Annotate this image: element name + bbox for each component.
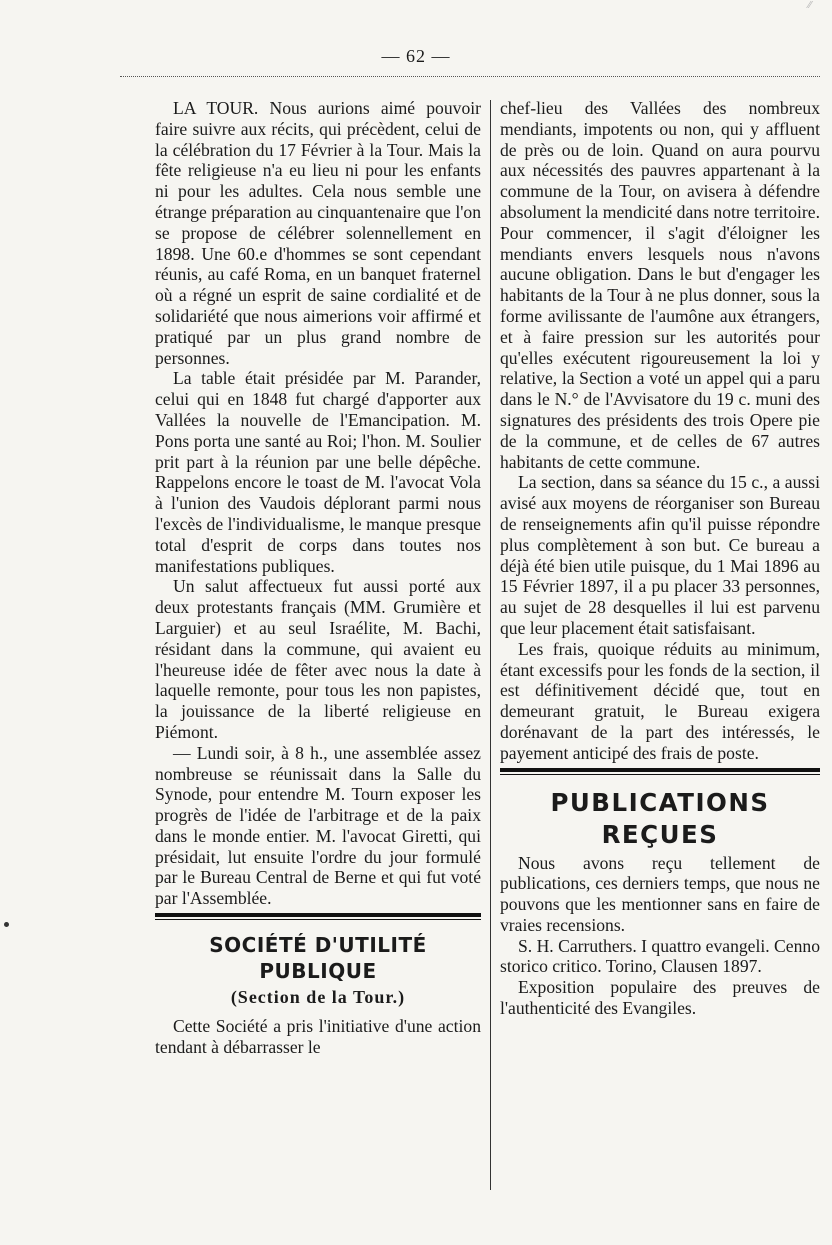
header-rule [120, 76, 820, 77]
article-paragraph: chef-lieu des Vallées des nombreux mendiants, impotents ou non, qui y affluent de près ou de loin. Quand on aura pourvu aux nécessités des pauvres appartenant à la commune de la Tour, on avisera à défendre absolument la mendicité dans notre territoire. Pour commencer, il s'agit d'éloigner les mendiants envers lesquels nous n'avons aucune obligation. Dans le but d'engager les habitants de la Tour à ne plus donner, sous la forme avilissante de l'aumône aux étrangers, et à faire pression sur les autorités pour qu'elles exécutent rigoureusement la loi y relative, la Section a voté un appel qui a paru dans le N.° de l'Avvisatore du 19 c. muni des signatures des présidents des trois Opere pie de la commune, et de celles de 67 autres habitants de cette commune. [500, 98, 820, 472]
left-column [155, 98, 481, 1058]
section-paragraph: Cette Société a pris l'initiative d'une action tendant à débarrasser le [155, 1016, 481, 1057]
article-paragraph: La section, dans sa séance du 15 c., a aussi avisé aux moyens de réorganiser son Bureau de renseignements afin qu'il puisse répondre plus complètement à son but. Ce bureau a déjà été bien utile puisque, du 1 Mai 1896 au 15 Février 1897, il a pu placer 33 personnes, au sujet de 28 desquelles il lui est parvenu que leur placement était satisfaisant. [500, 472, 820, 638]
section-rule-thin [500, 774, 820, 775]
article-paragraph: Un salut affectueux fut aussi porté aux deux protestants français (MM. Grumière et Larguier) et au seul Israélite, M. Bachi, résidant dans la commune, qui avaient eu l'heureuse idée de fêter avec nous la date à laquelle remonte, pour tous les non papistes, la jouissance de la liberté religieuse en Piémont. [155, 576, 481, 742]
publications-title: PUBLICATIONS REÇUES [550, 787, 770, 849]
publication-entry: S. H. Carruthers. I quattro evangeli. Cenno storico critico. Torino, Clausen 1897. [500, 935, 820, 977]
article-paragraph: LA TOUR. Nous aurions aimé pouvoir faire suivre aux récits, qui précèdent, celui de la célébration du 17 Février à la Tour. Mais la fête religieuse n'a eu lieu ni pour les enfants ni pour les adultes. Cela nous semble une étrange préparation au cinquantenaire que l'on se propose de célébrer solennellement en 1898. Une 60.e d'hommes se sont cependant réunis, au café Roma, en un banquet fraternel où a régné un esprit de saine cordialité et de solidariété que nous aimerions voir affirmé et pratiqué par un plus grand nombre de personnes. [155, 98, 481, 368]
section-title: SOCIÉTÉ D'UTILITÉ PUBLIQUE [209, 933, 427, 984]
article-paragraph: La table était présidée par M. Parander, celui qui en 1848 fut chargé d'apporter aux Vallées la nouvelle de l'Emancipation. M. Pons porta une santé au Roi; l'hon. M. Soulier prit part à la réunion par une belle dépêche. Rappelons encore le toast de M. l'avocat Vola à l'union des Vaudois déplorant parmi nous l'excès de l'individualisme, le manque presque total d'esprit de corps dans toutes nos manifestations publiques. [155, 368, 481, 576]
section-subtitle: (Section de la Tour.) [230, 987, 406, 1008]
page-number: — 62 — [381, 46, 451, 66]
publication-entry: Exposition populaire des preuves de l'authenticité des Evangiles. [500, 977, 820, 1019]
section-rule-thin [155, 919, 481, 920]
scan-corner-mark: ⁄⁄ [808, 0, 812, 11]
publications-intro: Nous avons reçu tellement de publications, ces derniers temps, que nous ne pouvons que les mentionner sans en faire de vraies recensions. [500, 852, 820, 935]
article-paragraph: Les frais, quoique réduits au minimum, étant excessifs pour les fonds de la section, il est définitivement décidé que, tout en demeurant gratuit, le Bureau exigera dorénavant de la part des intéressés, le payement anticipé des frais de poste. [500, 638, 820, 763]
section-rule-thick [500, 768, 820, 772]
right-column [500, 98, 820, 1019]
margin-ink-dot [4, 922, 9, 927]
section-rule-thick [155, 913, 481, 917]
column-divider [490, 100, 491, 1190]
article-paragraph: — Lundi soir, à 8 h., une assemblée assez nombreuse se réunissait dans la Salle du Synode, pour entendre M. Tourn exposer les progrès de l'idée de l'arbitrage et de la paix dans le monde entier. M. l'avocat Giretti, qui présidait, lut ensuite l'ordre du jour formulé par le Bureau Central de Berne et qui fut voté par l'Assemblée. [155, 742, 481, 909]
